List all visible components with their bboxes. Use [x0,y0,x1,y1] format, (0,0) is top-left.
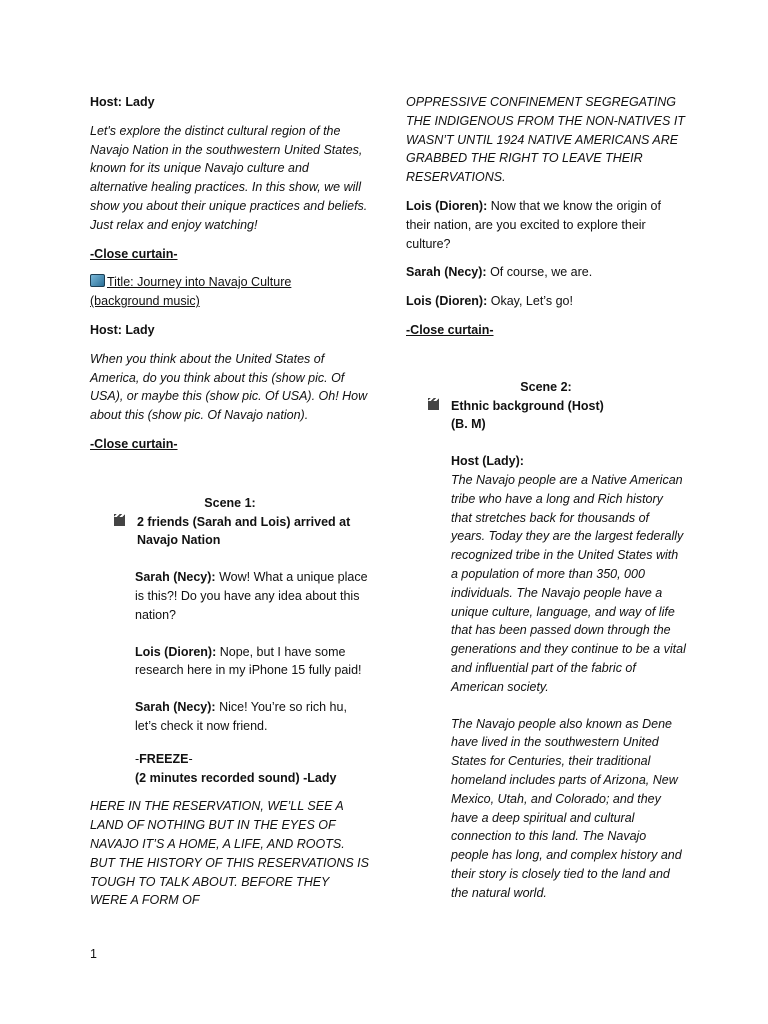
host-label: Host: Lady [90,322,155,337]
narration-continued: OPPRESSIVE CONFINEMENT SEGREGATING THE INDIGENOUS FROM THE NON-NATIVES IT WASN’T UNTIL 1924 NATIVE AMERICANS ARE GRABBED THE RIGHT TO LEAVE THEIR RESERVATIONS. [406,95,685,185]
dialogue-text: Okay, Let’s go! [487,294,573,309]
dialogue-text: Of course, we are. [486,265,593,280]
host-intro-text: Let's explore the distinct cultural region of the Navajo Nation in the southwestern United States, known for its unique Navajo culture and alternative healing practices. In this show, we will show you about their unique practices and beliefs. Just relax and enjoy watching! [90,123,368,232]
dialogue-text: Nice! You’re so rich hu, let’s check it now friend. [135,700,347,733]
speaker-name: Sarah (Necy): [406,265,487,280]
scene-1-bullet [114,513,370,551]
dialogue-line [406,263,686,282]
speaker-name: Lois (Dioren): [135,644,217,659]
speaker-name: Sarah (Necy): [135,700,216,715]
scene-1-heading: Scene 1: [204,495,256,510]
dialogue-line [406,197,686,253]
dialogue-line [135,568,370,624]
title-cue-line1: Title: Journey into Navajo Culture [107,275,292,290]
host-label: Host (Lady): [451,454,524,469]
scene-2-heading: Scene 2: [520,379,572,394]
scene-2-bullet [428,397,686,435]
scene-1-description: 2 friends (Sarah and Lois) arrived at Navajo Nation [137,514,351,548]
narration-text: HERE IN THE RESERVATION, WE’LL SEE A LAND OF NOTHING BUT IN THE EYES OF NAVAJO IT’S A HOME, A LIFE, AND ROOTS. BUT THE HISTORY OF THIS RESERVATIONS IS TOUGH TO TALK ABOUT. BEFORE THEY WERE A FORM OF [90,799,369,908]
dialogue-line [135,643,370,681]
scene-2-description [451,397,604,435]
dialogue-line [135,698,370,736]
freeze-suffix: - [188,751,193,766]
recorded-sound-cue: (2 minutes recorded sound) -Lady [135,770,337,785]
close-curtain-cue: -Close curtain- [90,246,178,261]
title-cue-line2: (background music) [90,294,200,309]
title-cue [90,273,370,311]
dialogue-text: Nope, but I have some research here in my iPhone 15 fully paid! [135,644,362,678]
scene-2-description-line1: Ethnic background (Host) [451,398,604,413]
clapperboard-icon [114,517,125,526]
clapperboard-icon [428,401,439,410]
speaker-name: Lois (Dioren): [406,294,488,309]
dialogue-text: Wow! What a unique place is this?! Do you have any idea about this nation? [135,570,368,622]
dialogue-line [406,292,686,311]
host-label: Host: Lady [90,95,155,109]
close-curtain-cue: -Close curtain- [90,436,178,451]
host-usa-text: When you think about the United States of America, do you think about this (show pic. Of USA), or maybe this (show pic. Of USA). Oh! How about this (show pic. Of Navajo nation). [90,351,368,423]
speaker-name: Sarah (Necy): [135,570,216,585]
dialogue-text: Now that we know the origin of their nation, are you excited to explore their culture? [406,198,661,251]
scene-2-description-line2: (B. M) [451,417,486,432]
television-icon [90,274,105,287]
freeze-prefix: - [135,751,140,766]
freeze-word: FREEZE [139,751,189,766]
host-navajo-text: The Navajo people are a Native American tribe who have a long and Rich history that stretches back for thousands of years. Today they are the largest federally recognized tribe in the United States with a population of more than 350, 000 individuals. The Navajo people have a unique culture, language, and way of life that has been passed down through the generations and they continue to be a vital and influential part of the fabric of American society. [451,472,686,694]
host-navajo-text-2: The Navajo people also known as Dene have lived in the southwestern United States for Centuries, their traditional homeland includes parts of Arizona, New Mexico, Utah, and Colorado; and they have a deep spiritual and cultural connection to this land. The Navajo people has long, and complex history and their story is closely tied to the land and the natural world. [451,716,682,900]
left-column [90,93,370,910]
right-column [406,93,686,902]
speaker-name: Lois (Dioren): [406,198,488,213]
freeze-cue [135,750,370,769]
page-number: 1 [90,947,97,961]
close-curtain-cue: -Close curtain- [406,322,494,337]
